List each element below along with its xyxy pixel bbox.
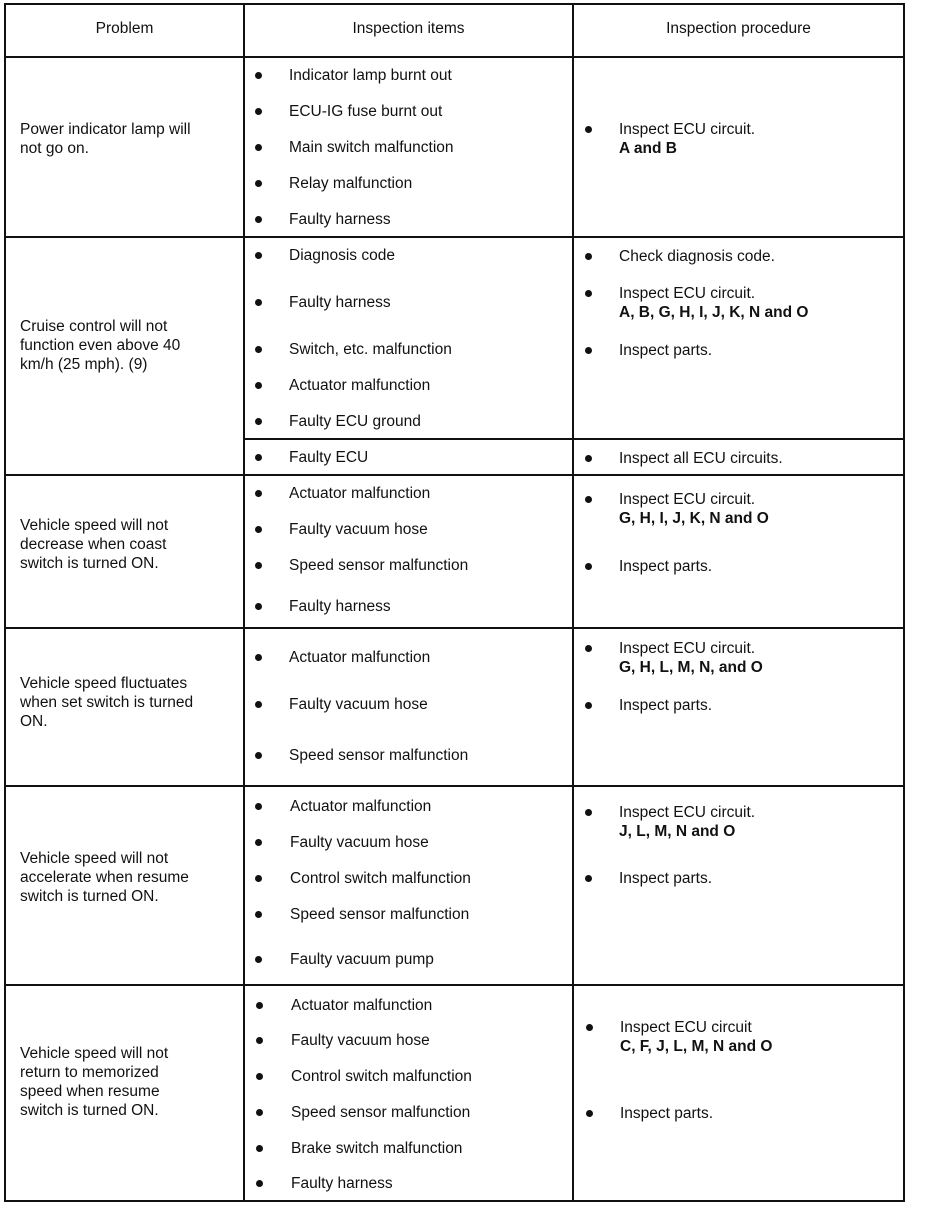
border-left (4, 3, 6, 1202)
circuit-list: G, H, L, M, N, and O (619, 659, 763, 676)
bullet-icon (256, 1109, 263, 1116)
row-line (4, 984, 905, 986)
bullet-icon (255, 346, 262, 353)
bullet-icon (256, 1180, 263, 1187)
bullet-icon (255, 603, 262, 610)
bullet-icon (255, 526, 262, 533)
col-divider-1 (243, 3, 245, 1202)
inspection-item: Actuator malfunction (289, 377, 431, 394)
inspection-item: Faulty harness (291, 1175, 393, 1192)
procedure-item (619, 120, 755, 158)
procedure-text: Inspect ECU circuit. (619, 121, 756, 138)
inspection-item: Actuator malfunction (290, 798, 432, 815)
circuit-list: A, B, G, H, I, J, K, N and O (619, 304, 809, 321)
bullet-icon (255, 803, 262, 810)
bullet-icon (585, 290, 592, 297)
row-line (4, 236, 905, 238)
row-line (4, 56, 905, 58)
procedure-text: Inspect ECU circuit. (619, 491, 756, 508)
circuit-list: C, F, J, L, M, N and O (620, 1038, 773, 1055)
procedure-item (619, 490, 769, 528)
bullet-icon (255, 382, 262, 389)
inspection-item: Speed sensor malfunction (289, 747, 469, 764)
row-line (4, 785, 905, 787)
bullet-icon (255, 875, 262, 882)
procedure-item: Inspect all ECU circuits. (619, 450, 783, 467)
inspection-item: Speed sensor malfunction (290, 906, 470, 923)
bullet-icon (255, 216, 262, 223)
bullet-icon (256, 1073, 263, 1080)
header-inspection-items: Inspection items (352, 20, 465, 37)
inspection-item: Faulty ECU (289, 449, 369, 466)
header-problem: Problem (95, 20, 154, 37)
inspection-item: Relay malfunction (289, 175, 413, 192)
bullet-icon (585, 702, 592, 709)
inspection-item: Actuator malfunction (289, 485, 431, 502)
problem-cell: Vehicle speed fluctuates when set switch is turned ON. (20, 675, 194, 730)
inspection-item: Faulty vacuum pump (290, 951, 434, 968)
inspection-item: Faulty harness (289, 294, 391, 311)
inspection-item: Control switch malfunction (291, 1068, 472, 1085)
col-divider-2 (572, 3, 574, 1202)
procedure-item: Inspect parts. (619, 870, 713, 887)
inspection-item: Diagnosis code (289, 247, 395, 264)
bullet-icon (255, 701, 262, 708)
bullet-icon (255, 911, 262, 918)
bullet-icon (255, 562, 262, 569)
border-right (903, 3, 905, 1202)
inspection-item: Main switch malfunction (289, 139, 454, 156)
inspection-item: Faulty vacuum hose (290, 834, 429, 851)
procedure-item: Inspect parts. (619, 342, 713, 359)
procedure-item (620, 1018, 772, 1056)
inspection-item: Control switch malfunction (290, 870, 471, 887)
bullet-icon (585, 455, 592, 462)
procedure-item (619, 284, 808, 322)
inspection-item: Speed sensor malfunction (289, 557, 469, 574)
problem-cell: Vehicle speed will not decrease when coast switch is turned ON. (20, 517, 169, 572)
inspection-item: Actuator malfunction (289, 649, 431, 666)
bullet-icon (255, 418, 262, 425)
bullet-icon (256, 1002, 263, 1009)
bullet-icon (256, 1145, 263, 1152)
bullet-icon (585, 563, 592, 570)
circuit-list: J, L, M, N and O (619, 823, 736, 840)
bullet-icon (255, 108, 262, 115)
border-top (4, 3, 905, 5)
bullet-icon (585, 645, 592, 652)
inspection-item: Speed sensor malfunction (291, 1104, 471, 1121)
row-line-sub (243, 438, 905, 440)
procedure-item (619, 803, 755, 841)
procedure-text: Inspect ECU circuit. (619, 640, 756, 657)
bullet-icon (585, 347, 592, 354)
bullet-icon (255, 454, 262, 461)
inspection-item: Actuator malfunction (291, 997, 433, 1014)
inspection-item: Brake switch malfunction (291, 1140, 463, 1157)
problem-cell: Power indicator lamp will not go on. (20, 121, 191, 157)
bullet-icon (255, 144, 262, 151)
bullet-icon (255, 72, 262, 79)
procedure-text: Inspect ECU circuit (620, 1019, 752, 1036)
inspection-item: Switch, etc. malfunction (289, 341, 452, 358)
procedure-item: Inspect parts. (620, 1105, 714, 1122)
problem-cell: Cruise control will not function even above 40 km/h (25 mph). (9) (20, 318, 181, 373)
procedure-item: Inspect parts. (619, 558, 713, 575)
inspection-item: ECU-IG fuse burnt out (289, 103, 443, 120)
circuit-list: A and B (619, 140, 677, 157)
inspection-item: Faulty harness (289, 598, 391, 615)
procedure-item (619, 639, 763, 677)
procedure-item: Check diagnosis code. (619, 248, 775, 265)
procedure-text: Inspect ECU circuit. (619, 285, 756, 302)
inspection-item: Faulty vacuum hose (289, 521, 428, 538)
bullet-icon (585, 809, 592, 816)
problem-cell: Vehicle speed will not accelerate when resume switch is turned ON. (20, 850, 189, 905)
row-line (4, 627, 905, 629)
bullet-icon (585, 875, 592, 882)
bullet-icon (255, 956, 262, 963)
row-line (4, 474, 905, 476)
bullet-icon (255, 299, 262, 306)
inspection-item: Faulty ECU ground (289, 413, 421, 430)
bullet-icon (255, 839, 262, 846)
bullet-icon (255, 252, 262, 259)
bullet-icon (585, 253, 592, 260)
bullet-icon (255, 752, 262, 759)
bullet-icon (256, 1037, 263, 1044)
header-inspection-procedure: Inspection procedure (666, 20, 811, 37)
problem-cell: Vehicle speed will not return to memorized speed when resume switch is turned ON. (20, 1045, 169, 1119)
bullet-icon (255, 654, 262, 661)
circuit-list: G, H, I, J, K, N and O (619, 510, 769, 527)
bullet-icon (585, 126, 592, 133)
inspection-item: Faulty vacuum hose (291, 1032, 430, 1049)
bullet-icon (255, 490, 262, 497)
bullet-icon (585, 496, 592, 503)
bullet-icon (586, 1110, 593, 1117)
procedure-item: Inspect parts. (619, 697, 713, 714)
inspection-item: Faulty harness (289, 211, 391, 228)
inspection-item: Indicator lamp burnt out (289, 67, 452, 84)
border-bottom (4, 1200, 905, 1202)
inspection-item: Faulty vacuum hose (289, 696, 428, 713)
procedure-text: Inspect ECU circuit. (619, 804, 756, 821)
bullet-icon (255, 180, 262, 187)
bullet-icon (586, 1024, 593, 1031)
